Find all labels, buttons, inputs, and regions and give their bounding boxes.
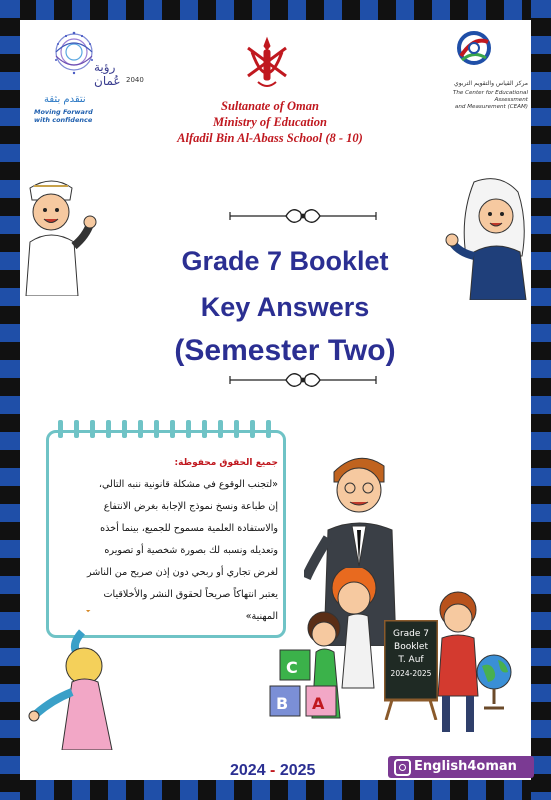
copyright-line: «لتجنب الوقوع في مشكلة قانونية ننبه التالي، xyxy=(98,479,278,490)
board-line-booklet: Booklet xyxy=(394,642,428,652)
copyright-text xyxy=(50,474,278,628)
instagram-icon xyxy=(394,759,411,776)
omani-girl-illustration xyxy=(444,176,530,300)
ornament-divider-bottom xyxy=(228,368,378,392)
instagram-handle: English4oman xyxy=(414,759,517,774)
block-letter-c: C xyxy=(286,658,298,677)
checkered-border-bottom xyxy=(0,780,551,800)
oman-vision-logo xyxy=(34,30,144,124)
booklet-semester: (Semester Two) xyxy=(174,334,396,367)
omani-boy-illustration xyxy=(20,176,100,296)
booklet-subtitle: Key Answers xyxy=(200,292,370,322)
year-end: 2025 xyxy=(279,762,316,779)
notebook-rings xyxy=(52,420,274,438)
vision-swirl-icon xyxy=(52,30,96,76)
ceam-english-name xyxy=(418,90,528,111)
vision-english-tagline xyxy=(34,108,93,124)
block-letter-a: A xyxy=(312,694,325,713)
cover-body xyxy=(20,20,531,780)
year-dash: - xyxy=(270,762,276,779)
copyright-heading: جميع الحقوق محفوظة: xyxy=(174,458,278,468)
letter-blocks-illustration xyxy=(266,646,362,726)
board-line-year: 2024-2025 xyxy=(390,669,432,678)
vision-english-tagline-1: Moving Forward xyxy=(34,108,93,116)
ornament-divider-top xyxy=(228,204,378,228)
copyright-line: لغرض تجاري أو ربحي دون إذن صريح من الناشر xyxy=(87,567,278,578)
copyright-line: المهنية» xyxy=(245,611,278,622)
instagram-handle-badge[interactable] xyxy=(388,756,534,778)
copyright-line: وتعديله ونسبه لك بصورة شخصية أو تصويره xyxy=(104,545,278,556)
ceam-arabic-name: مركز القياس والتقويم التربوي xyxy=(454,80,528,87)
oman-emblem-icon xyxy=(242,32,292,96)
block-letter-b: B xyxy=(276,694,289,713)
ceam-logo xyxy=(418,30,528,120)
globe-icon xyxy=(474,652,514,712)
checkered-border-top xyxy=(0,0,551,20)
ceam-emblem-icon xyxy=(456,30,492,70)
vision-arabic-tagline: نتقدم بثقة xyxy=(44,94,86,105)
ceam-english-line-1: The Center for Educational Assessment xyxy=(452,90,528,103)
board-line-grade: Grade 7 xyxy=(392,629,430,639)
country-name: Sultanate of Oman xyxy=(221,99,319,113)
copyright-line: والاستفادة العلمية مسموح للجميع، بينما أخذه xyxy=(100,523,278,534)
copyright-line: يعتبر انتهاكاً صريحاً لحقوق النشر والأخلاقيات xyxy=(103,589,278,600)
academic-year xyxy=(230,762,315,780)
checkered-border-right xyxy=(531,0,551,800)
ministry-name: Ministry of Education xyxy=(213,115,327,129)
ceam-english-line-2: and Measurement (CEAM) xyxy=(454,104,528,110)
year-start: 2024 xyxy=(230,762,266,779)
vision-english-tagline-2: with confidence xyxy=(34,116,93,124)
girl-with-pencil-illustration xyxy=(26,610,146,750)
checkered-border-left xyxy=(0,0,20,800)
board-line-teacher: T. Auf xyxy=(398,655,424,665)
vision-arabic-title: رؤية عُمان xyxy=(94,60,121,88)
copyright-line: إن طباعة ونسخ نموذج الإجابة بغرض الانتفاع xyxy=(103,501,278,512)
school-name: Alfadil Bin Al-Abass School (8 - 10) xyxy=(177,131,363,145)
booklet-title: Grade 7 Booklet xyxy=(181,246,389,276)
vision-year: 2040 xyxy=(126,76,144,84)
school-header xyxy=(140,98,400,146)
